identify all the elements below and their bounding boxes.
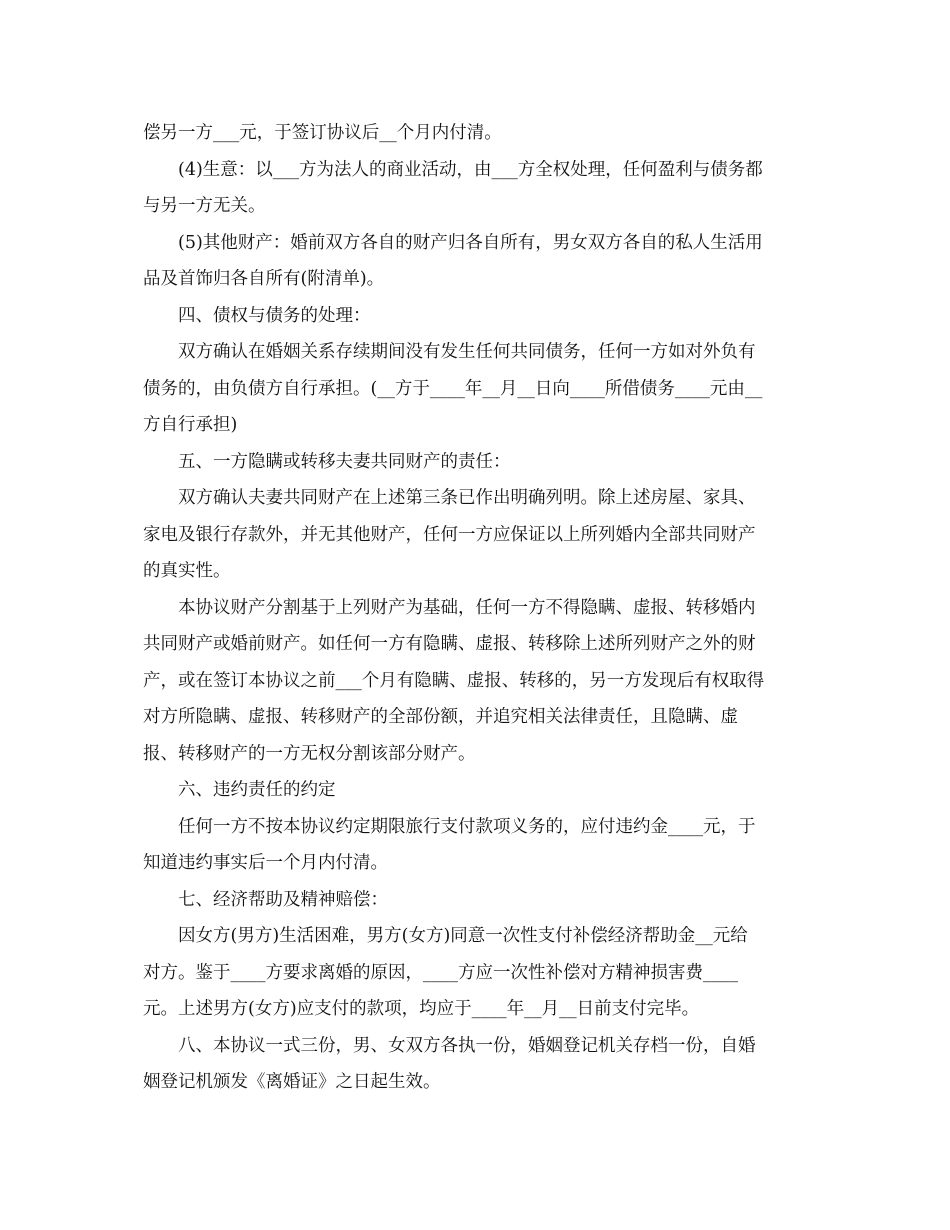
text-line: 因女方(男方)生活困难，男方(女方)同意一次性支付补偿经济帮助金__元给 [178,926,748,946]
text-line: (5)其他财产：婚前双方各自的财产归各自所有，男女双方各自的私人生活用 [178,232,763,253]
text-line: 债务的，由负债方自行承担。(__方于____年__月__日向____所借债务____元由__ [143,378,763,399]
text-line: 报、转移财产的一方无权分割该部分财产。 [143,743,476,764]
text-line: 偿另一方___元，于签订协议后__个月内付清。 [143,123,502,143]
text-line: 双方确认在婚姻关系存续期间没有发生任何共同债务，任何一方如对外负有 [178,342,756,362]
text-line: 五、一方隐瞒或转移夫妻共同财产的责任： [178,451,511,472]
text-line: 产，或在签订本协议之前___个月有隐瞒、虚报、转移的，另一方发现后有权取得 [143,670,765,691]
text-line: (4)生意：以___方为法人的商业活动，由___方全权处理，任何盈利与债务都 [178,159,763,180]
text-line: 八、本协议一式三份，男、女双方各执一份，婚姻登记机关存档一份，自婚 [178,1035,756,1056]
text-line: 家电及银行存款外，并无其他财产，任何一方应保证以上所列婚内全部共同财产 [143,524,756,545]
text-line: 对方。鉴于____方要求离婚的原因，____方应一次性补偿对方精神损害费____ [143,962,738,983]
text-line: 对方所隐瞒、虚报、转移财产的全部份额，并追究相关法律责任，且隐瞒、虚 [143,707,738,727]
text-line: 本协议财产分割基于上列财产为基础，任何一方不得隐瞒、虚报、转移婚内 [178,597,756,618]
text-line: 知道违约事实后一个月内付清。 [143,853,388,873]
text-line: 七、经济帮助及精神赔偿： [178,889,388,910]
text-line: 共同财产或婚前财产。如任何一方有隐瞒、虚报、转移除上述所列财产之外的财 [143,634,756,654]
text-line: 双方确认夫妻共同财产在上述第三条已作出明确列明。除上述房屋、家具、 [178,488,756,508]
document-body [143,115,805,1101]
text-line: 四、债权与债务的处理： [178,305,371,326]
text-line: 与另一方无关。 [143,196,266,216]
text-line: 方自行承担) [143,415,238,435]
text-line: 品及首饰归各自所有(附清单)。 [143,269,385,289]
text-line: 元。上述男方(女方)应支付的款项，均应于____年__月__日前支付完毕。 [143,999,700,1019]
text-line: 任何一方不按本协议约定期限旅行支付款项义务的，应付违约金____元，于 [178,816,756,837]
text-line: 六、违约责任的约定 [178,780,336,800]
text-line: 姻登记机颁发《离婚证》之日起生效。 [143,1072,441,1092]
text-line: 的真实性。 [143,561,231,581]
